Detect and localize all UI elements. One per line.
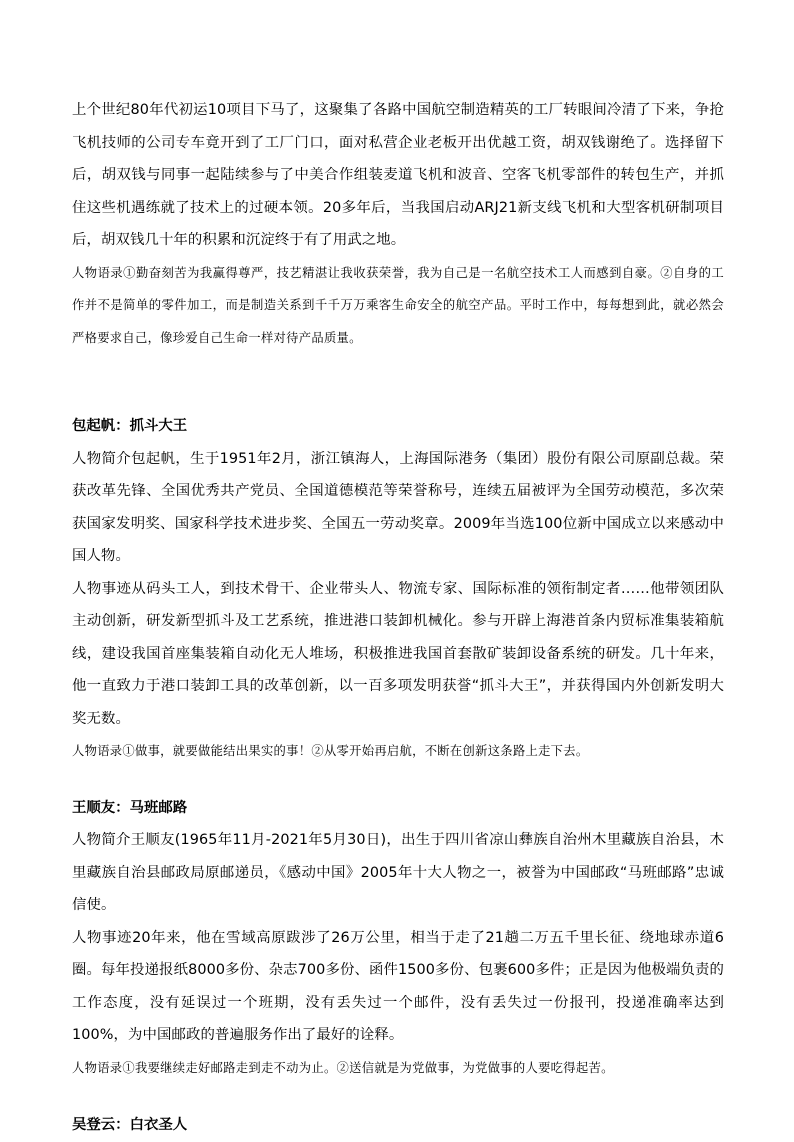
spacer	[72, 354, 724, 410]
spacer	[72, 1084, 724, 1109]
quote-paragraph: 人物语录①做事，就要做能结出果实的事！②从零开始再启航，不断在创新这条路上走下去。	[72, 744, 589, 758]
deeds-paragraph: 人物事迹从码头工人，到技术骨干、企业带头人、物流专家、国际标准的领衔制定者……他带领团队主动创新，研发新型抓斗及工艺系统，推进港口装卸机械化。参与开辟上海港首条内贸标准集装箱航线，建设我国首座集装箱自动化无人堆场，积极推进我国首套散矿装卸设备系统的研发。几十年来，他一直致力于港口装卸工具的改革创新，以一百多项发明获誉“抓斗大王”，并获得国内外创新发明大奖无数。	[72, 580, 724, 727]
quote-paragraph: 人物语录①我要继续走好邮路走到走不动为止。②送信就是为党做事，为党做事的人要吃得起苦。	[72, 1060, 614, 1075]
document-page	[72, 94, 724, 1142]
spacer	[72, 768, 724, 792]
body-paragraph: 上个世纪80年代初运10项目下马了，这聚集了各路中国航空制造精英的工厂转眼间冷清了下来，争抢飞机技师的公司专车竟开到了工厂门口，面对私营企业老板开出优越工资，胡双钱谢绝了。选择留下后，胡双钱与同事一起陆续参与了中美合作组装麦道飞机和波音、空客飞机零部件的转包生产，并抓住这些机遇练就了技术上的过硬本领。20多年后，当我国启动ARJ21新支线飞机和大型客机研制项目后，胡双钱几十年的积累和沉淀终于有了用武之地。	[72, 102, 724, 248]
quote-paragraph: 人物语录①勤奋刻苦为我赢得尊严，技艺精湛让我收获荣誉，我为自己是一名航空技术工人而感到自豪。②自身的工作并不是简单的零件加工，而是制造关系到千千万万乘客生命安全的航空产品。平时工作中，每每想到此，就必然会严格要求自己，像珍爱自己生命一样对待产品质量。	[72, 265, 724, 345]
deeds-paragraph: 人物事迹20年来，他在雪域高原跋涉了26万公里，相当于走了21趟二万五千里长征、绕地球赤道6圈。每年投递报纸8000多份、杂志700多份、函件1500多份、包裹600多件；正是因为他极端负责的工作态度，没有延误过一个班期，没有丢失过一个邮件，没有丢失过一份报刊，投递准确率达到100%，为中国邮政的普遍服务作出了最好的诠释。	[72, 929, 724, 1043]
section-heading: 王顺友：马班邮路	[72, 799, 188, 816]
section-heading: 包起帆：抓斗大王	[72, 418, 188, 434]
profile-paragraph: 人物简介包起帆，生于1951年2月，浙江镇海人，上海国际港务（集团）股份有限公司原副总裁。荣获改革先锋、全国优秀共产党员、全国道德模范等荣誉称号，连续五届被评为全国劳动模范，多次荣获国家发明奖、国家科学技术进步奖、全国五一劳动奖章。2009年当选100位新中国成立以来感动中国人物。	[72, 450, 724, 564]
profile-paragraph: 人物简介王顺友(1965年11月-2021年5月30日)，出生于四川省凉山彝族自治州木里藏族自治县，木里藏族自治县邮政局原邮递员，《感动中国》2005年十大人物之一，被誉为中国邮政“马班邮路”忠诚信使。	[72, 832, 724, 913]
section-heading: 吴登云：白衣圣人	[72, 1117, 188, 1133]
